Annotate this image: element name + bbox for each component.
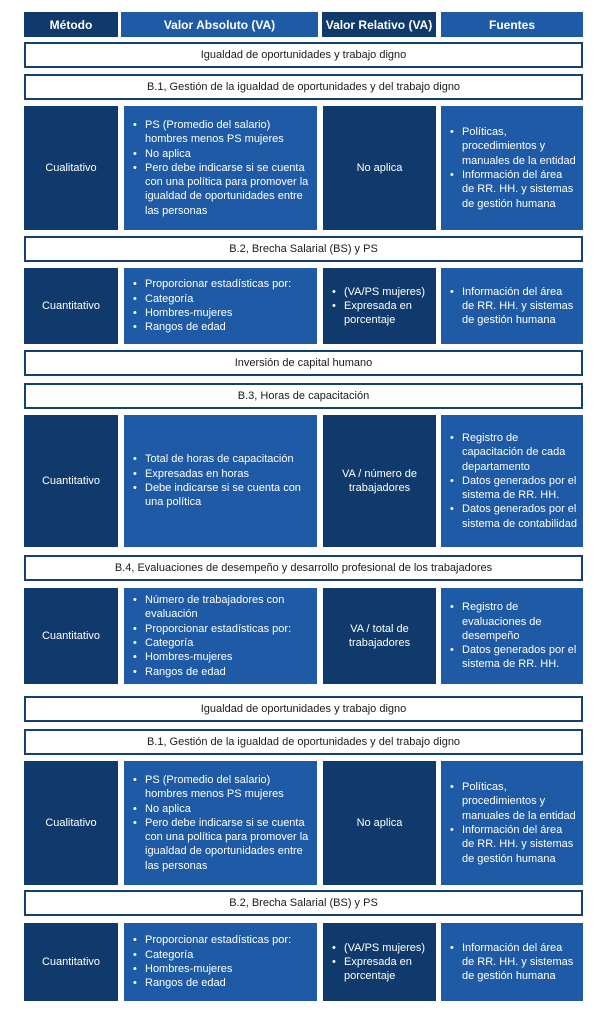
list-item: • Expresada en porcentaje	[344, 955, 430, 984]
valor-relativo-cell	[323, 923, 436, 1001]
list-item: • Registro de capacitación de cada departamento	[462, 431, 577, 474]
list-item: • Rangos de edad	[145, 665, 311, 679]
list-item: • Total de horas de capacitación	[145, 452, 311, 466]
list-item: • Datos generados por el sistema de contabilidad	[462, 502, 577, 531]
metodo-cell: Cuantitativo	[24, 588, 118, 684]
valor-absoluto-cell	[124, 923, 317, 1001]
list-item: • Proporcionar estadísticas por:	[145, 277, 311, 291]
valor-relativo-cell: VA / número de trabajadores	[323, 415, 436, 547]
fuentes-cell	[441, 268, 583, 344]
list-item: • Información del área de RR. HH. y sistemas de gestión humana	[462, 168, 577, 211]
list-item: • Datos generados por el sistema de RR. HH.	[462, 643, 577, 672]
valor-relativo-cell: No aplica	[323, 761, 436, 885]
list-item: • (VA/PS mujeres)	[344, 285, 430, 299]
fuentes-cell	[441, 761, 583, 885]
list-item: • Rangos de edad	[145, 976, 311, 990]
list-item: • Rangos de edad	[145, 320, 311, 334]
list-item: • Expresadas en horas	[145, 467, 311, 481]
list-item: • Expresada en porcentaje	[344, 299, 430, 328]
list-item: • Registro de evaluaciones de desempeño	[462, 600, 577, 643]
section-band: Inversión de capital humano	[24, 350, 583, 376]
section-band: B.2, Brecha Salarial (BS) y PS	[24, 236, 583, 262]
list-item: • Hombres-mujeres	[145, 962, 311, 976]
valor-relativo-cell: VA / total de trabajadores	[323, 588, 436, 684]
valor-absoluto-cell	[124, 268, 317, 344]
fuentes-cell	[441, 923, 583, 1001]
list-item: • No aplica	[145, 147, 311, 161]
fuentes-cell	[441, 106, 583, 230]
valor-relativo-cell: No aplica	[323, 106, 436, 230]
section-band: B.1, Gestión de la igualdad de oportunidades y del trabajo digno	[24, 729, 583, 755]
list-item: • Pero debe indicarse si se cuenta con una política para promover la igualdad de oportunidades entre las personas	[145, 161, 311, 218]
section-band: B.1, Gestión de la igualdad de oportunidades y del trabajo digno	[24, 74, 583, 100]
fuentes-cell	[441, 415, 583, 547]
section-band: Igualdad de oportunidades y trabajo digno	[24, 696, 583, 722]
metodo-cell: Cualitativo	[24, 106, 118, 230]
header-valor-absoluto: Valor Absoluto (VA)	[121, 12, 318, 37]
list-item: • Categoría	[145, 636, 311, 650]
header-metodo: Método	[24, 12, 118, 37]
list-item: • Categoría	[145, 948, 311, 962]
list-item: • Número de trabajadores con evaluación	[145, 593, 311, 622]
valor-absoluto-cell	[124, 415, 317, 547]
list-item: • Información del área de RR. HH. y sistemas de gestión humana	[462, 941, 577, 984]
metodo-cell: Cuantitativo	[24, 415, 118, 547]
valor-absoluto-cell	[124, 761, 317, 885]
list-item: • Hombres-mujeres	[145, 306, 311, 320]
valor-absoluto-cell	[124, 588, 317, 684]
section-band: B.3, Horas de capacitación	[24, 383, 583, 409]
metodo-cell: Cualitativo	[24, 761, 118, 885]
list-item: • PS (Promedio del salario) hombres menos PS mujeres	[145, 118, 311, 147]
metodo-cell: Cuantitativo	[24, 268, 118, 344]
fuentes-cell	[441, 588, 583, 684]
section-band: B.2, Brecha Salarial (BS) y PS	[24, 890, 583, 916]
list-item: • Información del área de RR. HH. y sistemas de gestión humana	[462, 285, 577, 328]
list-item: • PS (Promedio del salario) hombres menos PS mujeres	[145, 773, 311, 802]
list-item: • No aplica	[145, 802, 311, 816]
section-band: Igualdad de oportunidades y trabajo digno	[24, 42, 583, 68]
header-valor-relativo: Valor Relativo (VA)	[322, 12, 436, 37]
list-item: • Políticas, procedimientos y manuales de la entidad	[462, 125, 577, 168]
list-item: • Pero debe indicarse si se cuenta con una política para promover la igualdad de oportunidades entre las personas	[145, 816, 311, 873]
list-item: • Datos generados por el sistema de RR. HH.	[462, 474, 577, 503]
header-fuentes: Fuentes	[441, 12, 583, 37]
list-item: • (VA/PS mujeres)	[344, 941, 430, 955]
section-band: B.4, Evaluaciones de desempeño y desarrollo profesional de los trabajadores	[24, 555, 583, 581]
valor-relativo-cell	[323, 268, 436, 344]
list-item: • Proporcionar estadísticas por:	[145, 933, 311, 947]
list-item: • Proporcionar estadísticas por:	[145, 622, 311, 636]
metodo-cell: Cuantitativo	[24, 923, 118, 1001]
list-item: • Políticas, procedimientos y manuales de la entidad	[462, 780, 577, 823]
list-item: • Categoría	[145, 292, 311, 306]
list-item: • Información del área de RR. HH. y sistemas de gestión humana	[462, 823, 577, 866]
list-item: • Hombres-mujeres	[145, 650, 311, 664]
list-item: • Debe indicarse si se cuenta con una política	[145, 481, 311, 510]
valor-absoluto-cell	[124, 106, 317, 230]
